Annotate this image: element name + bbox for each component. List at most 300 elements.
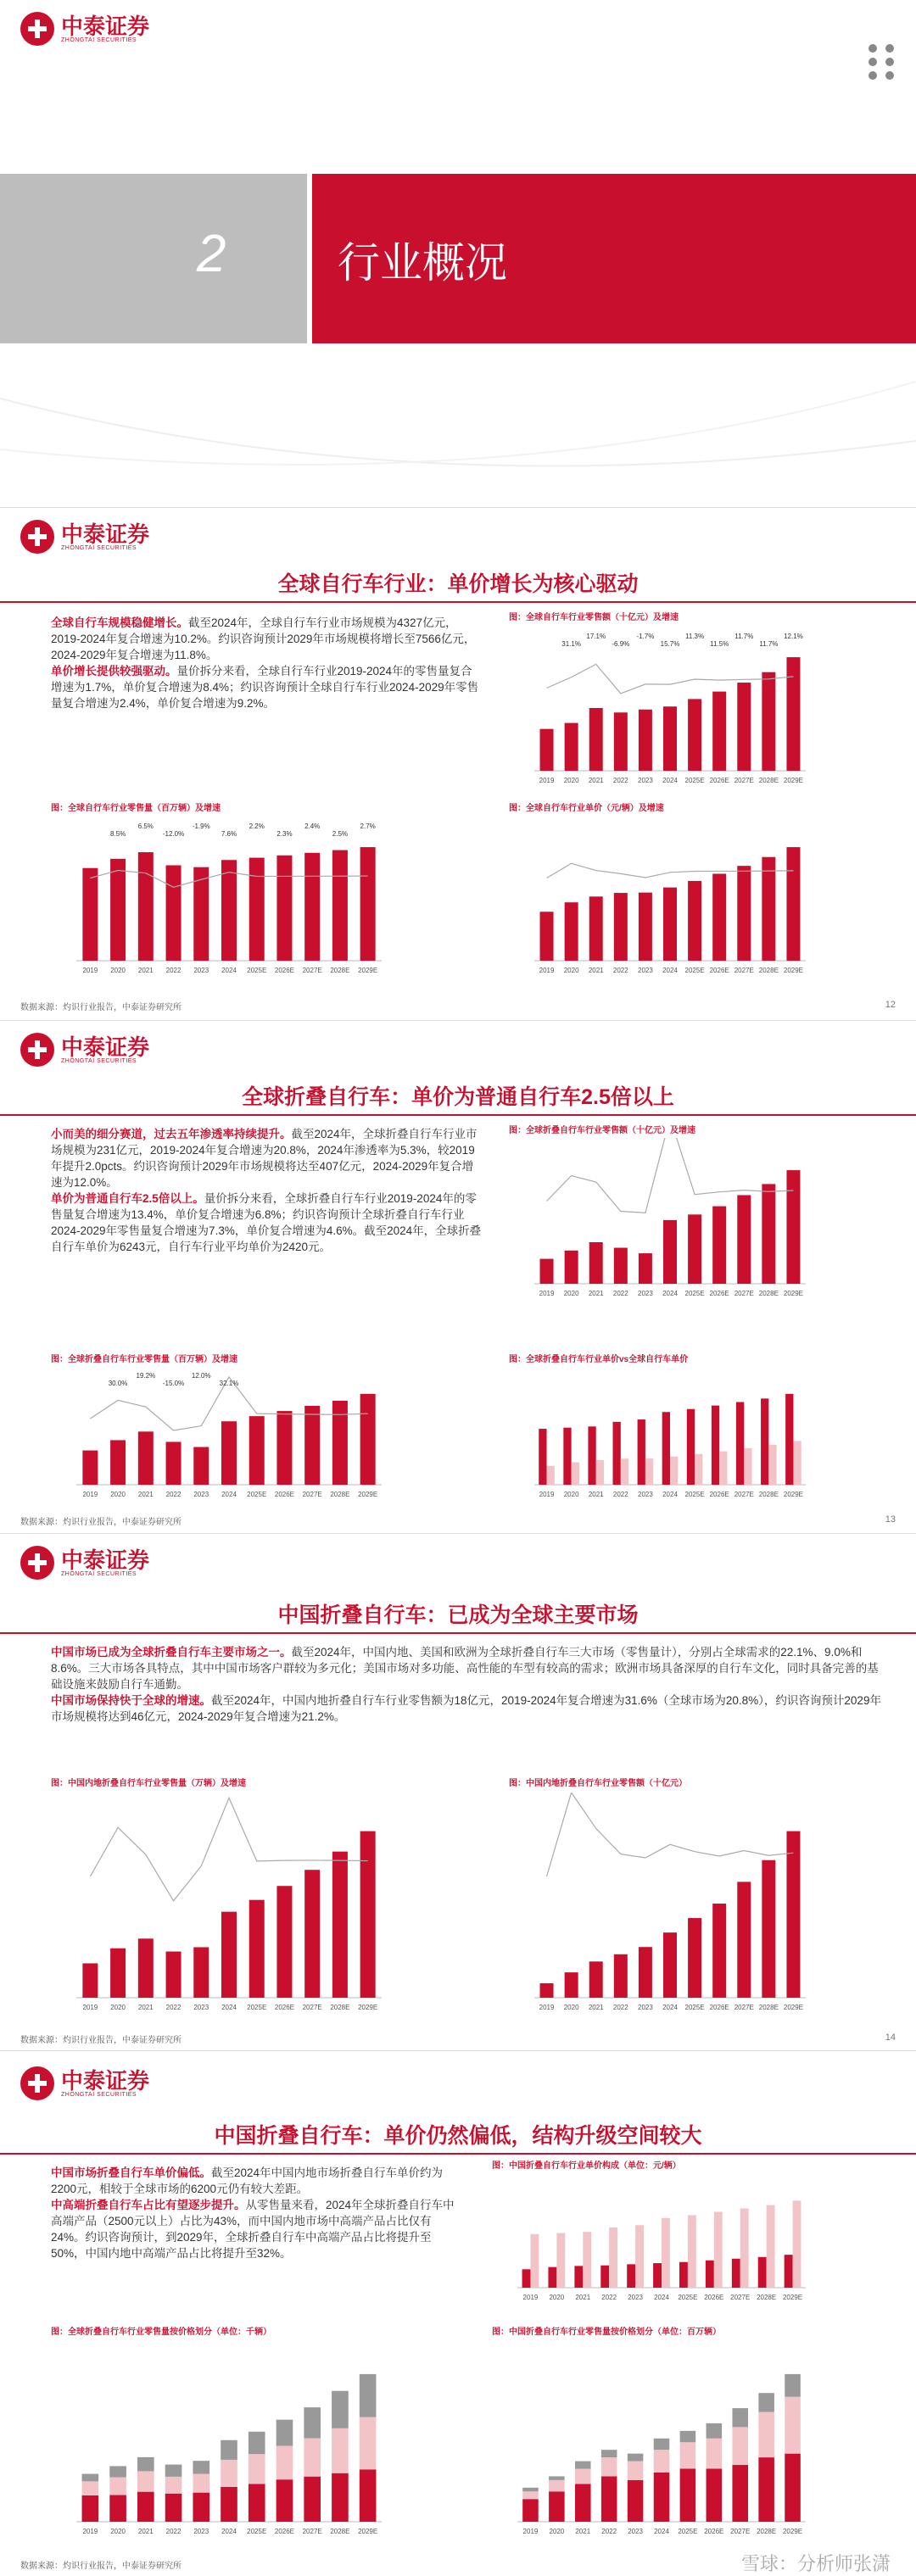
x-tick-label: 2026E	[274, 2528, 295, 2535]
yoy-label: 7.6%	[221, 830, 237, 838]
bar	[786, 657, 800, 771]
x-tick-label: 2021	[588, 967, 604, 974]
brand-logo	[20, 1546, 149, 1580]
x-tick-label: 2025E	[678, 2294, 698, 2301]
bar	[82, 1963, 98, 1998]
bar	[786, 1832, 800, 1998]
x-tick-label: 2019	[82, 967, 98, 974]
figure-caption: 图：全球折叠自行车行业单价vs全球自行车单价	[509, 1355, 689, 1364]
bar	[613, 1422, 621, 1485]
x-tick-label: 2023	[638, 2004, 653, 2011]
x-tick-label: 2023	[628, 2294, 643, 2301]
bar	[707, 2469, 723, 2523]
x-tick-label: 2022	[612, 1290, 628, 1297]
bar	[639, 893, 652, 961]
yoy-label: 19.2%	[136, 1372, 156, 1380]
bar	[737, 683, 751, 771]
x-tick-label: 2024	[662, 2004, 678, 2011]
bar	[688, 1214, 701, 1284]
page-number: 13	[885, 1514, 896, 1525]
chart	[492, 2338, 814, 2545]
x-tick-label: 2020	[563, 1491, 579, 1498]
bar	[565, 1251, 578, 1284]
bar	[304, 1406, 320, 1485]
brand-cn: 中泰证券	[61, 1547, 150, 1573]
x-tick-label: 2029E	[358, 2528, 378, 2535]
bar	[628, 2454, 644, 2462]
bar	[653, 2263, 662, 2288]
figure-caption: 图：全球自行车行业零售量（百万辆）及增速	[51, 804, 221, 813]
figure-caption: 图：全球折叠自行车行业零售量按价格划分（单位：千辆）	[51, 2328, 271, 2337]
bar	[638, 1419, 645, 1485]
figure-caption: 图：中国内地折叠自行车行业零售额（十亿元）	[509, 1779, 687, 1788]
chart	[509, 1138, 814, 1308]
x-tick-label: 2022	[612, 967, 628, 974]
x-tick-label: 2027E	[302, 1491, 322, 1498]
x-tick-label: 2022	[165, 2528, 182, 2535]
source-note: 数据来源：灼识行业报告，中泰证券研究所	[20, 2562, 182, 2571]
bar	[762, 672, 775, 771]
bar	[165, 2494, 182, 2522]
bar	[549, 2480, 565, 2491]
x-tick-label: 2027E	[734, 1290, 754, 1297]
bar	[522, 2488, 539, 2491]
x-tick-label: 2028E	[330, 967, 350, 974]
bar	[304, 2438, 321, 2476]
chart	[509, 1793, 814, 2021]
x-tick-label: 2028E	[758, 777, 779, 784]
bar	[589, 896, 603, 961]
bar	[688, 699, 701, 771]
background-decor	[0, 348, 916, 507]
bar	[166, 865, 182, 961]
bar	[82, 2495, 99, 2522]
x-tick-label: 2023	[638, 1491, 653, 1498]
bar	[276, 1411, 292, 1485]
x-tick-label: 2024	[221, 2528, 237, 2535]
x-tick-label: 2028E	[330, 2528, 350, 2535]
bar	[688, 2215, 696, 2288]
bar	[596, 1460, 604, 1485]
bar	[767, 2205, 775, 2288]
yoy-label: 11.5%	[710, 640, 729, 648]
x-tick-label: 2028E	[758, 1491, 779, 1498]
yoy-label: 15.7%	[660, 640, 680, 648]
x-tick-label: 2027E	[302, 967, 322, 974]
x-tick-label: 2023	[193, 1491, 209, 1498]
bar	[645, 1458, 653, 1485]
x-tick-label: 2027E	[734, 777, 754, 784]
x-tick-label: 2029E	[782, 2528, 803, 2535]
chart	[492, 2172, 814, 2311]
figure-caption: 图：全球自行车行业单价（元/辆）及增速	[509, 804, 664, 813]
bar	[609, 2228, 617, 2288]
chart	[509, 625, 814, 795]
bar	[548, 2267, 556, 2288]
yoy-label: 2.5%	[332, 830, 349, 838]
slide-body	[51, 1126, 483, 1255]
bar	[221, 860, 237, 961]
yoy-label: 30.0%	[108, 1380, 128, 1387]
x-tick-label: 2022	[601, 2294, 617, 2301]
bar	[762, 857, 775, 961]
bar	[539, 1429, 546, 1485]
x-tick-label: 2028E	[758, 1290, 779, 1297]
x-tick-label: 2029E	[783, 1290, 804, 1297]
para-text: 截至2024年，中国内地折叠自行车行业零售额为18亿元，2019-2024年复合增速为31.6%（全球市场为20.8%），约识咨询预计2029年市场规模将达到46亿元，2024-2029年复合增速为21.2%。	[51, 1694, 881, 1723]
yoy-label: -15.0%	[162, 1380, 185, 1387]
x-tick-label: 2024	[662, 1290, 678, 1297]
bar	[332, 2391, 349, 2428]
yoy-label: 2.7%	[360, 822, 376, 830]
para-text: 截至2024年，全球折叠自行车行业市场规模为231亿元，2019-2024年复合增速为20.8%，2024年渗透率为5.3%，较2019年提升2.0pcts。约识咨询预计2029年市场规模将达至407亿元，2024-2029年复合增速为12.0%。	[51, 1128, 478, 1189]
bar	[688, 1918, 701, 1998]
bar	[762, 1184, 775, 1284]
x-tick-label: 2025E	[684, 1290, 705, 1297]
slide-china-folding	[0, 1533, 916, 2050]
brand-en: ZHONGTAI SECURITIES	[61, 2091, 137, 2098]
bar	[687, 1409, 695, 1485]
x-tick-label: 2028E	[330, 1491, 350, 1498]
bar	[614, 712, 628, 771]
bar	[110, 859, 126, 961]
bar	[639, 1947, 652, 1998]
bar	[109, 2466, 126, 2477]
x-tick-label: 2021	[137, 1491, 154, 1498]
bar	[522, 2269, 531, 2288]
bar	[522, 2491, 539, 2499]
bar	[793, 2200, 802, 2288]
bar	[109, 2495, 126, 2522]
slide-title: 全球自行车行业：单价增长为核心驱动	[277, 572, 639, 596]
x-tick-label: 2024	[654, 2294, 669, 2301]
bar	[221, 2460, 237, 2487]
x-tick-label: 2024	[221, 967, 237, 974]
bar	[556, 2233, 565, 2288]
x-tick-label: 2027E	[302, 2004, 322, 2011]
bar	[758, 2457, 774, 2522]
bar	[712, 1406, 719, 1485]
yoy-label: 12.0%	[191, 1372, 211, 1380]
menu-dots-icon	[869, 44, 897, 80]
bar	[732, 2408, 748, 2427]
x-tick-label: 2023	[193, 2528, 209, 2535]
x-tick-label: 2025E	[247, 2528, 267, 2535]
x-tick-label: 2019	[539, 777, 555, 784]
para-lead: 小而美的细分赛道，过去五年渗透率持续提升。	[51, 1128, 292, 1140]
bar	[737, 1195, 751, 1284]
bar	[138, 1431, 154, 1485]
bar	[138, 1938, 154, 1998]
bar	[332, 2473, 349, 2522]
bar	[679, 2262, 688, 2288]
bar	[732, 2427, 748, 2465]
bar	[332, 1401, 348, 1485]
bar	[736, 1402, 744, 1485]
bar	[621, 1458, 628, 1485]
yoy-label: -1.7%	[636, 633, 655, 640]
figure-caption: 图：中国折叠自行车行业零售量按价格划分（单位：百万辆）	[492, 2328, 721, 2337]
slide-title: 中国折叠自行车：已成为全球主要市场	[277, 1603, 639, 1627]
source-note: 数据来源：灼识行业报告，中泰证券研究所	[20, 1003, 182, 1012]
x-tick-label: 2019	[539, 1491, 555, 1498]
bar	[589, 1242, 603, 1284]
bar	[276, 2420, 293, 2446]
x-tick-label: 2026E	[274, 1491, 295, 1498]
x-tick-label: 2027E	[734, 2004, 754, 2011]
bar	[565, 1972, 578, 1998]
bar	[276, 856, 292, 961]
brand-cn: 中泰证券	[61, 521, 150, 547]
bar	[166, 1952, 182, 1998]
bar	[166, 1441, 182, 1485]
bar	[758, 2412, 774, 2458]
bar	[662, 2218, 670, 2288]
x-tick-label: 2027E	[730, 2294, 751, 2301]
para-lead: 全球自行车规模稳健增长。	[51, 616, 188, 629]
x-tick-label: 2025E	[678, 2528, 698, 2535]
x-tick-label: 2020	[110, 967, 126, 974]
x-tick-label: 2025E	[247, 2004, 267, 2011]
x-tick-label: 2021	[588, 2004, 604, 2011]
bar	[138, 852, 154, 961]
section-title: 行业概况	[338, 239, 507, 287]
title-divider	[0, 1632, 916, 1634]
x-tick-label: 2024	[662, 967, 678, 974]
para-text: 截至2024年中国内地市场折叠自行车单价约为2200元，相较于全球市场的6200元仍有较大差距。	[51, 2166, 444, 2195]
bar	[680, 2431, 696, 2442]
yoy-line	[90, 1798, 367, 1900]
bar	[719, 1452, 727, 1485]
yoy-label: 17.1%	[586, 633, 606, 640]
brand-cn: 中泰证券	[61, 2067, 150, 2094]
bar	[628, 2480, 644, 2522]
brand-en: ZHONGTAI SECURITIES	[61, 544, 137, 551]
x-tick-label: 2020	[563, 1290, 579, 1297]
x-tick-label: 2021	[588, 1290, 604, 1297]
x-tick-label: 2020	[549, 2528, 565, 2535]
yoy-label: 11.7%	[734, 633, 754, 640]
bar	[572, 1463, 579, 1485]
x-tick-label: 2025E	[684, 777, 705, 784]
slide-title: 全球折叠自行车：单价为普通自行车2.5倍以上	[242, 1085, 674, 1109]
x-tick-label: 2021	[137, 967, 154, 974]
x-tick-label: 2022	[165, 967, 182, 974]
bar	[360, 2374, 377, 2417]
yoy-label: 11.3%	[685, 633, 705, 640]
bar	[360, 2417, 377, 2470]
bar	[249, 2454, 265, 2484]
x-tick-label: 2028E	[757, 2294, 777, 2301]
figure-caption: 图：全球自行车行业零售额（十亿元）及增速	[509, 613, 679, 622]
x-tick-label: 2025E	[684, 2004, 705, 2011]
bar	[165, 2477, 182, 2494]
x-tick-label: 2027E	[734, 1491, 754, 1498]
page-number: 14	[885, 2032, 896, 2043]
bar	[758, 2393, 774, 2412]
bar	[758, 2257, 767, 2288]
yoy-label: -6.9%	[612, 640, 630, 648]
x-tick-label: 2028E	[758, 2004, 779, 2011]
x-tick-label: 2022	[601, 2528, 617, 2535]
para-text: 量价拆分来看，全球自行车行业2019-2024年的零售量复合增速为1.7%，单价复合增速为8.4%；约识咨询预计全球自行车行业2024-2029年零售量复合增速为2.4%，单价复合增速为9.2%。	[51, 665, 479, 710]
watermark: 雪球：分析师张潇	[740, 2553, 891, 2574]
brand-en: ZHONGTAI SECURITIES	[61, 1057, 137, 1064]
x-tick-label: 2026E	[704, 2528, 724, 2535]
bar	[639, 1253, 652, 1284]
bar	[249, 2432, 265, 2454]
x-tick-label: 2023	[638, 967, 653, 974]
bar	[762, 1860, 775, 1998]
bar	[639, 710, 652, 771]
bar	[601, 2476, 617, 2522]
bar	[714, 2211, 723, 2288]
bar	[193, 1947, 209, 1998]
chart	[51, 815, 390, 984]
bar	[785, 1394, 793, 1485]
title-divider	[0, 601, 916, 603]
yoy-line	[547, 1793, 794, 1876]
para-lead: 中高端折叠自行车占比有望逐步提升。	[51, 2199, 246, 2211]
bar	[670, 1457, 678, 1485]
bar	[712, 1904, 726, 1998]
x-tick-label: 2026E	[274, 2004, 295, 2011]
x-tick-label: 2019	[82, 2004, 98, 2011]
x-tick-label: 2027E	[734, 967, 754, 974]
bar	[193, 2493, 209, 2522]
bar	[635, 2225, 644, 2288]
bar	[82, 2481, 99, 2495]
para-lead: 单价为普通自行车2.5倍以上。	[51, 1192, 204, 1205]
bar	[680, 2442, 696, 2468]
bar	[663, 1220, 677, 1284]
x-tick-label: 2027E	[730, 2528, 751, 2535]
x-tick-label: 2021	[588, 777, 604, 784]
bar	[663, 706, 677, 771]
slide-title: 中国折叠自行车：单价仍然偏低，结构升级空间较大	[214, 2124, 702, 2148]
bar	[82, 1451, 98, 1485]
bar	[740, 2209, 749, 2288]
x-tick-label: 2020	[549, 2294, 565, 2301]
x-tick-label: 2028E	[330, 2004, 350, 2011]
x-tick-label: 2028E	[757, 2528, 777, 2535]
chart	[51, 2338, 390, 2545]
para-lead: 中国市场折叠自行车单价偏低。	[51, 2166, 211, 2179]
bar	[276, 2479, 293, 2522]
bar	[549, 2491, 565, 2522]
x-tick-label: 2023	[638, 777, 653, 784]
chart	[509, 1364, 814, 1508]
x-tick-label: 2019	[539, 1290, 555, 1297]
bar	[744, 1448, 751, 1485]
bar	[110, 1949, 126, 1998]
bar	[304, 1870, 320, 1998]
x-tick-label: 2026E	[709, 1290, 729, 1297]
bar	[332, 850, 348, 961]
bar	[221, 1912, 237, 1998]
brand-en: ZHONGTAI SECURITIES	[61, 1570, 137, 1577]
figure-caption: 图：全球折叠自行车行业零售额（十亿元）及增速	[509, 1126, 695, 1135]
bar	[221, 2440, 237, 2460]
bar	[737, 1882, 751, 1998]
x-tick-label: 2019	[82, 2528, 98, 2535]
bar	[82, 868, 98, 961]
bar	[614, 1248, 628, 1284]
bar	[712, 692, 726, 771]
bar	[614, 893, 628, 961]
bar	[785, 2374, 801, 2397]
bar	[221, 1421, 237, 1485]
bar	[565, 723, 578, 771]
x-tick-label: 2027E	[302, 2528, 322, 2535]
brand-logo	[20, 520, 149, 554]
brand-mark-icon	[20, 12, 54, 46]
x-tick-label: 2021	[137, 2528, 154, 2535]
bar	[663, 888, 677, 961]
figure-caption: 图：中国折叠自行车行业单价构成（单位：元/辆）	[492, 2161, 681, 2171]
bar	[304, 2407, 321, 2438]
bar	[332, 2428, 349, 2473]
title-divider	[0, 2153, 916, 2155]
bar	[688, 881, 701, 961]
bar	[732, 2465, 748, 2522]
yoy-label: 32.1%	[219, 1380, 239, 1387]
bar	[565, 902, 578, 961]
x-tick-label: 2022	[612, 777, 628, 784]
bar	[574, 2266, 583, 2288]
x-tick-label: 2026E	[704, 2294, 724, 2301]
x-tick-label: 2029E	[782, 2294, 803, 2301]
bar	[575, 2484, 591, 2522]
para-lead: 中国市场已成为全球折叠自行车主要市场之一。	[51, 1646, 292, 1659]
bar	[360, 1832, 376, 1998]
bar	[588, 1426, 595, 1485]
bar	[654, 2450, 670, 2473]
bar	[793, 1441, 801, 1485]
bar	[589, 708, 603, 771]
slide-global-folding	[0, 1020, 916, 1533]
source-note: 数据来源：灼识行业报告，中泰证券研究所	[20, 2036, 182, 2045]
x-tick-label: 2025E	[684, 1491, 705, 1498]
x-tick-label: 2029E	[358, 2004, 378, 2011]
x-tick-label: 2024	[221, 1491, 237, 1498]
bar	[549, 2476, 565, 2479]
yoy-label: 6.5%	[137, 822, 154, 830]
bar	[221, 2487, 237, 2522]
bar	[706, 2261, 714, 2288]
yoy-label: 8.5%	[109, 830, 126, 838]
x-tick-label: 2020	[110, 2004, 126, 2011]
x-tick-label: 2020	[110, 1491, 126, 1498]
x-tick-label: 2019	[539, 2004, 555, 2011]
brand-en: ZHONGTAI SECURITIES	[61, 36, 137, 43]
yoy-line	[547, 863, 794, 878]
bar	[575, 2462, 591, 2469]
section-number: 2	[197, 225, 226, 283]
x-tick-label: 2022	[165, 2004, 182, 2011]
brand-logo	[20, 1033, 149, 1067]
bar	[540, 1259, 554, 1284]
bar	[332, 1852, 348, 1998]
brand-mark-icon	[20, 1546, 54, 1580]
bar	[540, 912, 554, 961]
bar	[360, 847, 376, 961]
bar	[695, 1454, 702, 1485]
para-text: 量价拆分来看，全球折叠自行车行业2019-2024年的零售量复合增速为13.4%，单价复合增速为6.8%；约识咨询预计全球折叠自行车行业2024-2029年零售量复合增速为7.3%，单价复合增速为4.6%。截至2024年，全球折叠自行车单价为6243元，自行车行业平均单价为2420元。	[51, 1192, 482, 1253]
x-tick-label: 2019	[82, 1491, 98, 1498]
slide-global-bicycle	[0, 507, 916, 1020]
x-tick-label: 2023	[628, 2528, 643, 2535]
